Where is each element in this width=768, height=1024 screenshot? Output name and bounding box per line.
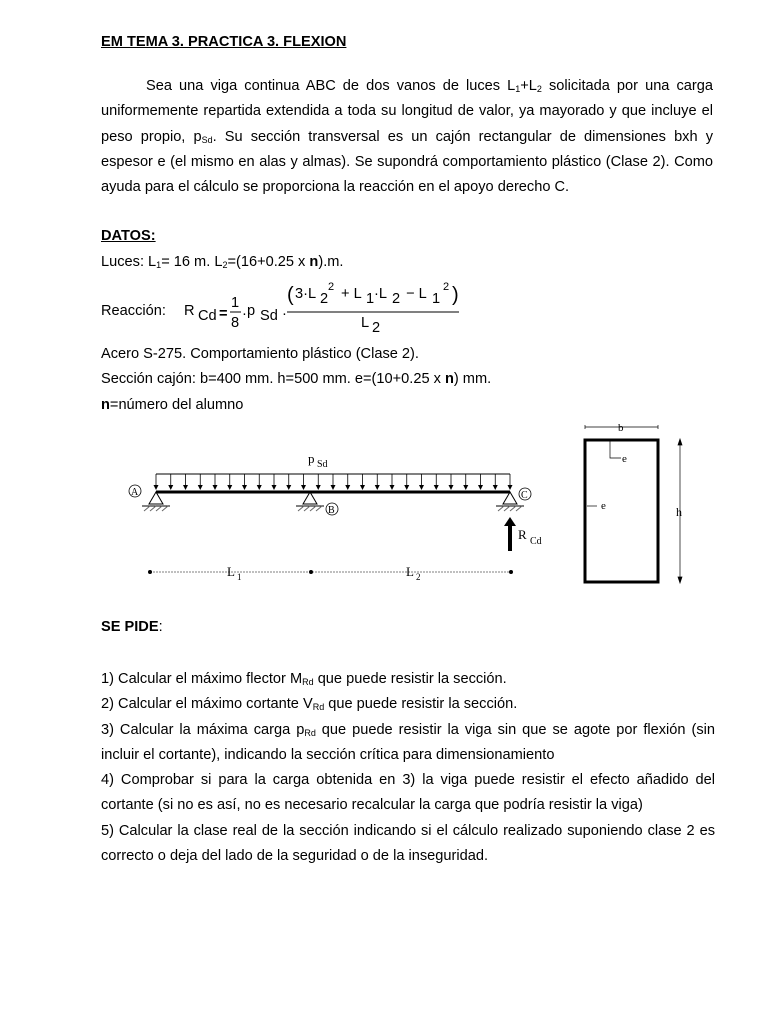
load-arrow-head	[419, 485, 424, 490]
load-arrow-head	[493, 485, 498, 490]
load-arrow-head	[198, 485, 203, 490]
span2-sub: 2	[416, 572, 421, 582]
load-arrow-head	[390, 485, 395, 490]
load-arrow-head	[213, 485, 218, 490]
span1-sub: 1	[237, 572, 242, 582]
formula-p: p	[247, 303, 256, 319]
num-minus: − L	[406, 286, 427, 302]
load-arrow-head	[360, 485, 365, 490]
support-b	[296, 492, 324, 511]
reaction-arrow	[504, 517, 516, 551]
reaction-formula	[101, 281, 481, 341]
load-arrow-head	[242, 485, 247, 490]
alumno-line: n=número del alumno	[101, 397, 244, 413]
label-e-side: e	[601, 500, 606, 512]
datos-heading: DATOS:	[101, 228, 156, 244]
num-sub2b: 2	[392, 291, 401, 307]
task-list	[101, 667, 715, 869]
load-arrows	[154, 474, 513, 490]
span2-label: L	[406, 564, 414, 579]
num-sup2b: 2	[443, 281, 450, 293]
beam-diagram	[120, 448, 560, 593]
num-3L: 3·L	[295, 286, 317, 302]
seccion-line: Sección cajón: b=400 mm. h=500 mm. e=(10+0.25 x n) mm.	[101, 371, 492, 387]
label-c: C	[521, 490, 528, 501]
load-arrow-head	[331, 485, 336, 490]
den-L: L	[361, 315, 370, 331]
formula-one: 1	[231, 295, 240, 311]
luces-line: Luces: $L_1= 16$ m. $L_2=(16+0.25$ x n).m.	[101, 254, 344, 270]
paren-close: )	[452, 284, 459, 306]
formula-dot2: ·	[282, 306, 287, 322]
formula-eq: =	[219, 306, 228, 322]
formula-Sd: Sd	[260, 308, 278, 324]
label-a: A	[131, 487, 139, 498]
load-arrow-head	[257, 485, 262, 490]
span1-label: L	[227, 564, 235, 579]
load-arrow-head	[449, 485, 454, 490]
intro-paragraph: Sea una viga continua ABC de dos vanos de luces $L_1+L_2$ solicitada por una carga uniformemente repartida extendida a toda su longitud de valor, ya mayorado y que incluye el peso propio, $p_{Sd}$. Su sección transversal es un cajón rectangular de dimensiones bxh y espesor e (el mismo en alas y almas). Se supondrá comportamiento plástico (Clase 2). Como ayuda para el cálculo se proporciona la reacción en el apoyo derecho C.	[101, 78, 713, 196]
acero-line: Acero S-275. Comportamiento plástico (Clase 2).	[101, 346, 419, 362]
task-2: 2) Calcular el máximo cortante $V_{Rd}$ que puede resistir la sección.	[101, 696, 518, 713]
label-b-dim: b	[618, 422, 624, 434]
load-arrow-head	[478, 485, 483, 490]
load-label: p	[308, 451, 315, 466]
load-arrow-head	[168, 485, 173, 490]
support-a	[142, 492, 170, 511]
formula-Cd: Cd	[198, 308, 217, 324]
label-b: B	[328, 505, 335, 516]
load-label-sub: Sd	[317, 459, 328, 470]
num-sub2: 2	[320, 291, 329, 307]
task-3: 3) Calcular la máxima carga $p_{Rd}$ que puede resistir la viga sin que se agote por flexión (sin incluir el cortante), indicando la sección crítica para dimensionamiento	[101, 721, 715, 763]
task-1: 1) Calcular el máximo flector $M_{Rd}$ que puede resistir la sección.	[101, 671, 507, 687]
task-5: 5) Calcular la clase real de la sección indicando si el cálculo realizado suponiendo clase 2 es correcto o deja del lado de la seguridad o de la inseguridad.	[101, 822, 715, 865]
page-title: EM TEMA 3. PRACTICA 3. FLEXION	[101, 34, 347, 50]
num-sub1b: 1	[432, 291, 441, 307]
load-arrow-head	[375, 485, 380, 490]
formula-label: Reacción:	[101, 303, 166, 319]
num-sub1: 1	[366, 291, 375, 307]
paren-open: (	[287, 284, 294, 306]
load-arrow-head	[272, 485, 277, 490]
box-section-diagram	[570, 415, 700, 590]
load-arrow-head	[345, 485, 350, 490]
formula-eight: 8	[231, 315, 240, 331]
span-dimensions	[148, 570, 513, 574]
reaction-label: R	[518, 527, 527, 542]
load-arrow-head	[316, 485, 321, 490]
label-e-top: e	[622, 453, 627, 465]
task-4: 4) Comprobar si para la carga obtenida en 3) la viga puede resistir el efecto añadido del cortante (si no es así, no es necesario recalcular la carga que podría resistir la viga)	[101, 772, 715, 814]
load-arrow-head	[286, 485, 291, 490]
num-sup2: 2	[328, 281, 335, 293]
reaction-label-sub: Cd	[530, 536, 542, 547]
load-arrow-head	[463, 485, 468, 490]
formula-svg	[101, 281, 481, 341]
num-plus: + L	[341, 286, 362, 302]
formula-R: R	[184, 303, 195, 319]
label-h-dim: h	[676, 505, 682, 519]
load-arrow-head	[434, 485, 439, 490]
support-c	[496, 492, 524, 511]
num-dot: ·L	[374, 286, 387, 302]
load-arrow-head	[508, 485, 513, 490]
den-sub: 2	[372, 320, 381, 336]
se-pide-heading: SE PIDE:	[101, 619, 163, 635]
formula-dot1: ·	[242, 306, 247, 322]
load-arrow-head	[154, 485, 159, 490]
load-arrow-head	[183, 485, 188, 490]
load-arrow-head	[227, 485, 232, 490]
load-arrow-head	[301, 485, 306, 490]
load-arrow-head	[404, 485, 409, 490]
